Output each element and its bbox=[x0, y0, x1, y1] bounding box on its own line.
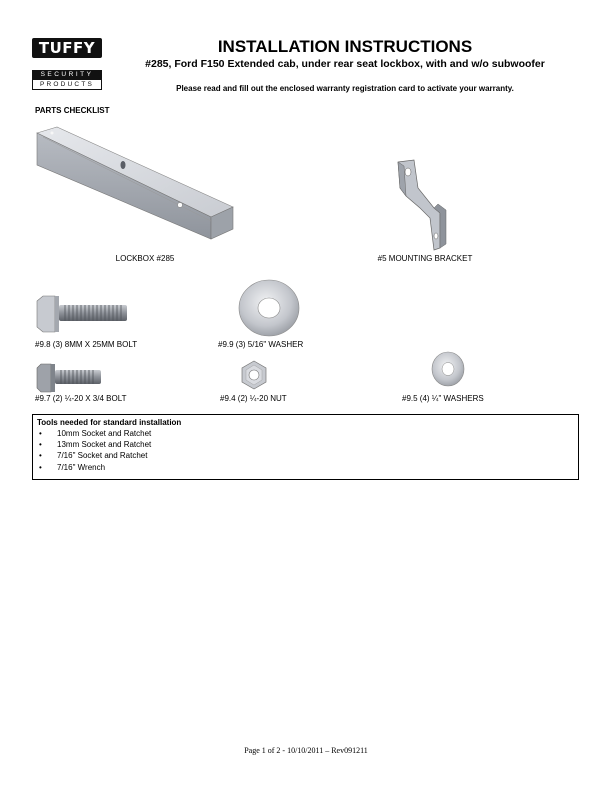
lockbox-icon bbox=[35, 125, 235, 243]
list-item: • 13mm Socket and Ratchet bbox=[37, 439, 574, 450]
page-title: INSTALLATION INSTRUCTIONS bbox=[217, 37, 473, 56]
warranty-notice: Please read and fill out the enclosed warranty registration card to activate your warranty. bbox=[176, 84, 514, 93]
list-item: • 7/16" Wrench bbox=[37, 462, 574, 473]
mounting-bracket-label: #5 MOUNTING BRACKET bbox=[377, 254, 473, 263]
hex-bolt-icon bbox=[35, 295, 130, 335]
hex-nut-icon bbox=[240, 360, 268, 390]
mounting-bracket-icon bbox=[390, 158, 455, 253]
tools-box bbox=[32, 414, 579, 480]
washer-icon bbox=[237, 278, 301, 338]
list-item: • 10mm Socket and Ratchet bbox=[37, 428, 574, 439]
page-subtitle: #285, Ford F150 Extended cab, under rear seat lockbox, with and w/o subwoofer bbox=[145, 58, 545, 70]
bolt-8mm-label: #9.8 (3) 8MM X 25MM BOLT bbox=[35, 340, 138, 349]
parts-checklist-heading: PARTS CHECKLIST bbox=[35, 106, 110, 115]
washer-quarter-label: #9.5 (4) ¼" WASHERS bbox=[402, 394, 484, 403]
tools-title: Tools needed for standard installation bbox=[37, 418, 182, 427]
logo-line-products: PRODUCTS bbox=[32, 79, 102, 90]
logo-wordmark: TUFFY bbox=[32, 38, 102, 58]
bolt-quarter-label: #9.7 (2) ¼-20 X 3/4 BOLT bbox=[35, 394, 127, 403]
tools-list bbox=[37, 428, 574, 473]
logo-line-security: SECURITY bbox=[32, 70, 102, 79]
washer-5-16-label: #9.9 (3) 5/16" WASHER bbox=[218, 340, 304, 349]
hex-bolt-icon bbox=[35, 363, 103, 393]
washer-icon bbox=[431, 350, 465, 388]
tuffy-logo bbox=[32, 38, 102, 90]
nut-label: #9.4 (2) ¼-20 NUT bbox=[220, 394, 287, 403]
list-item: • 7/16" Socket and Ratchet bbox=[37, 450, 574, 461]
page-footer: Page 1 of 2 - 10/10/2011 – Rev091211 bbox=[244, 746, 368, 755]
lockbox-label: LOCKBOX #285 bbox=[115, 254, 175, 263]
